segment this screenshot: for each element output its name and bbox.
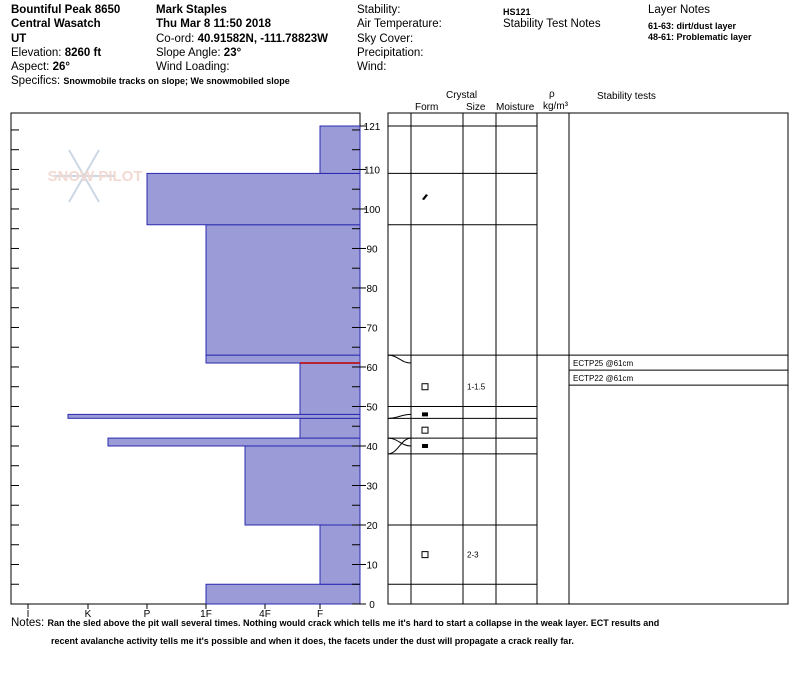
y-tick-label: 80 — [366, 283, 378, 295]
x-tick-label: F — [316, 609, 324, 620]
y-tick-label: 70 — [366, 323, 378, 335]
observer: Mark Staples — [156, 4, 227, 16]
grain-filled-square — [422, 444, 428, 448]
air-temp-label: Air Temperature: — [357, 18, 442, 30]
hardness-bar — [300, 418, 360, 438]
hardness-bar — [245, 446, 360, 525]
notes-line-2: recent avalanche activity tells me it's possible and when it does, the facets under the dust will propagate a crack really far. — [51, 636, 574, 646]
wind-loading-label: Wind Loading: — [156, 61, 230, 73]
snow-pilot-logo — [48, 150, 143, 202]
y-tick-label: 10 — [366, 560, 378, 572]
x-tick-label: 4F — [259, 609, 271, 620]
notes-line-1: Ran the sled above the pit wall several times. Nothing would crack which tells me it's hard to start a collapse in the weak layer. ECT results and — [47, 618, 660, 628]
hardness-bar — [320, 525, 360, 584]
slope-label: Slope Angle: — [156, 47, 221, 59]
stability-test-label: ECTP25 @61cm — [573, 359, 634, 369]
sky-cover-label: Sky Cover: — [357, 33, 414, 45]
hardness-bar — [206, 584, 360, 604]
location: Bountiful Peak 8650 — [11, 4, 121, 16]
grain-open-square — [422, 427, 428, 433]
x-tick-label: I — [26, 609, 30, 620]
elevation-label: Elevation: — [11, 47, 62, 59]
density-unit-header: kg/m³ — [543, 101, 568, 112]
watermark-text: SNOW PILOT — [47, 168, 143, 185]
hardness-bar — [206, 225, 360, 355]
stability-test-notes-label: Stability Test Notes — [503, 18, 601, 30]
datetime: Thu Mar 8 11:50 2018 — [156, 18, 272, 30]
grain-open-square — [422, 384, 428, 390]
notes-label: Notes: — [11, 617, 45, 629]
slope-value: 23° — [223, 47, 242, 59]
hardness-bar — [147, 173, 360, 224]
aspect-label: Aspect: — [11, 61, 50, 73]
state: UT — [11, 33, 27, 45]
specifics-label: Specifics: — [11, 75, 61, 87]
y-tick-label: 30 — [366, 481, 378, 493]
grain-filled-diamond — [422, 194, 428, 200]
depth-curve — [388, 414, 411, 418]
x-tick-label: K — [84, 609, 92, 620]
crystal-header: Crystal — [446, 90, 478, 101]
grain-open-square — [422, 552, 428, 558]
x-tick-label: 1F — [200, 609, 212, 620]
hardness-bar — [206, 355, 360, 363]
hardness-bar — [108, 438, 360, 446]
wind-label: Wind: — [357, 61, 387, 73]
grain-size: 1-1.5 — [467, 382, 486, 392]
hardness-bar — [68, 414, 360, 418]
stability-test-label: ECTP22 @61cm — [573, 374, 634, 384]
y-tick-label: 40 — [366, 441, 378, 453]
precip-label: Precipitation: — [357, 47, 424, 59]
moisture-header: Moisture — [496, 102, 535, 113]
layer-notes-label: Layer Notes — [648, 4, 711, 16]
rho-header: ρ — [549, 89, 555, 100]
layer-note-2: 48-61: Problematic layer — [648, 32, 752, 42]
y-tick-label: 0 — [369, 600, 375, 611]
y-tick-label: 110 — [364, 165, 380, 177]
notes — [11, 617, 791, 646]
size-header: Size — [466, 102, 486, 113]
layer-note-1: 61-63: dirt/dust layer — [648, 21, 737, 31]
y-tick-label: 121 — [363, 122, 381, 133]
hs-value: HS121 — [503, 7, 531, 17]
grain-filled-square — [422, 412, 428, 416]
y-tick-label: 100 — [363, 204, 381, 216]
form-header: Form — [415, 102, 439, 113]
y-tick-label: 90 — [366, 244, 378, 256]
aspect-value: 26° — [52, 61, 70, 73]
x-tick-label: P — [143, 609, 151, 620]
y-tick-label: 60 — [366, 362, 378, 374]
elevation-value: 8260 ft — [64, 47, 102, 59]
y-tick-label: 50 — [366, 402, 378, 414]
grain-size: 2-3 — [467, 550, 479, 560]
range: Central Wasatch — [11, 18, 101, 30]
stability-label: Stability: — [357, 4, 401, 16]
coord-value: 40.91582N, -111.78823W — [197, 33, 328, 45]
y-tick-label: 20 — [366, 520, 378, 532]
coord-label: Co-ord: — [156, 33, 195, 45]
hardness-bar — [300, 363, 360, 414]
specifics-value: Snowmobile tracks on slope; We snowmobiled slope — [63, 76, 290, 86]
depth-curve — [388, 355, 411, 363]
stability-tests-header: Stability tests — [597, 91, 656, 102]
